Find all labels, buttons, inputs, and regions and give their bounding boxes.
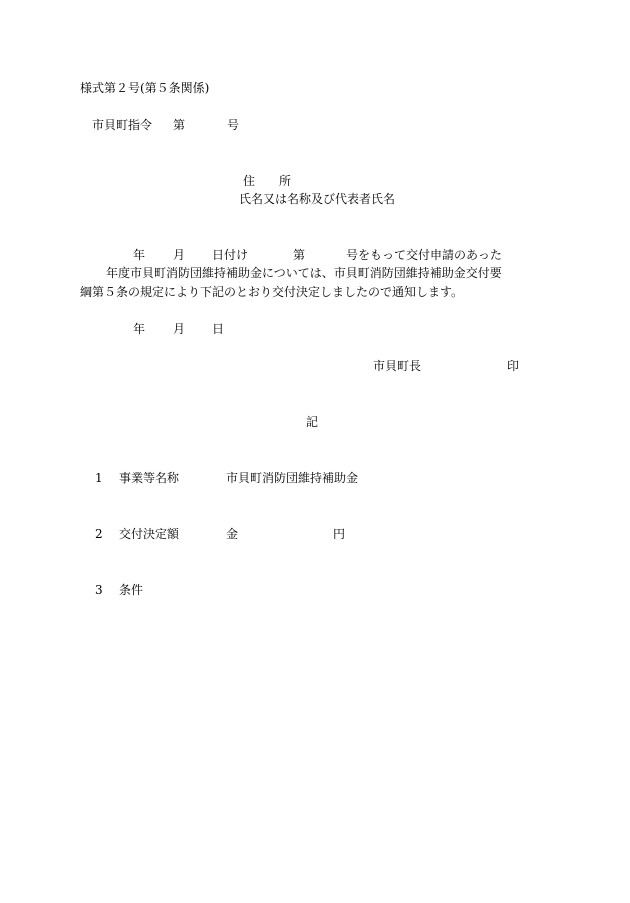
directive-dai: 第 [173, 118, 186, 132]
item-2-kin: 金 [226, 527, 239, 541]
item-3-label: 条件 [119, 583, 144, 597]
directive-go: 号 [227, 118, 240, 132]
date-tsuki: 月 [173, 322, 186, 336]
seal-mark: 印 [507, 359, 520, 373]
body-line-3: 綱第５条の規定により下記のとおり交付決定しましたので通知します。 [80, 285, 464, 299]
item-3-number: 3 [95, 583, 103, 597]
body-tsuki: 月 [173, 248, 186, 262]
item-2-label: 交付決定額 [119, 527, 180, 541]
body-dai: 第 [293, 248, 306, 262]
body-nen: 年 [133, 248, 146, 262]
issuer-title: 市貝町長 [373, 359, 422, 373]
item-1-label: 事業等名称 [119, 471, 180, 485]
recipient-name-label: 氏名又は名称及び代表者氏名 [239, 192, 396, 206]
ki-heading: 記 [306, 415, 319, 429]
address-label-ju: 住 [243, 174, 256, 188]
body-rest: 号をもって交付申請のあった [346, 248, 502, 262]
body-hizuke: 日付け [212, 248, 249, 262]
item-2-number: 2 [95, 527, 103, 541]
item-1-value: 市貝町消防団維持補助金 [226, 471, 359, 485]
address-label-sho: 所 [279, 174, 292, 188]
date-hi: 日 [212, 322, 225, 336]
item-1-number: 1 [95, 471, 103, 485]
directive-org: 市貝町指令 [92, 118, 153, 132]
form-number: 様式第２号(第５条関係) [80, 81, 210, 95]
item-2-en: 円 [333, 527, 346, 541]
date-nen: 年 [133, 322, 146, 336]
body-line-2: 年度市貝町消防団維持補助金については、市貝町消防団維持補助金交付要 [106, 266, 502, 280]
